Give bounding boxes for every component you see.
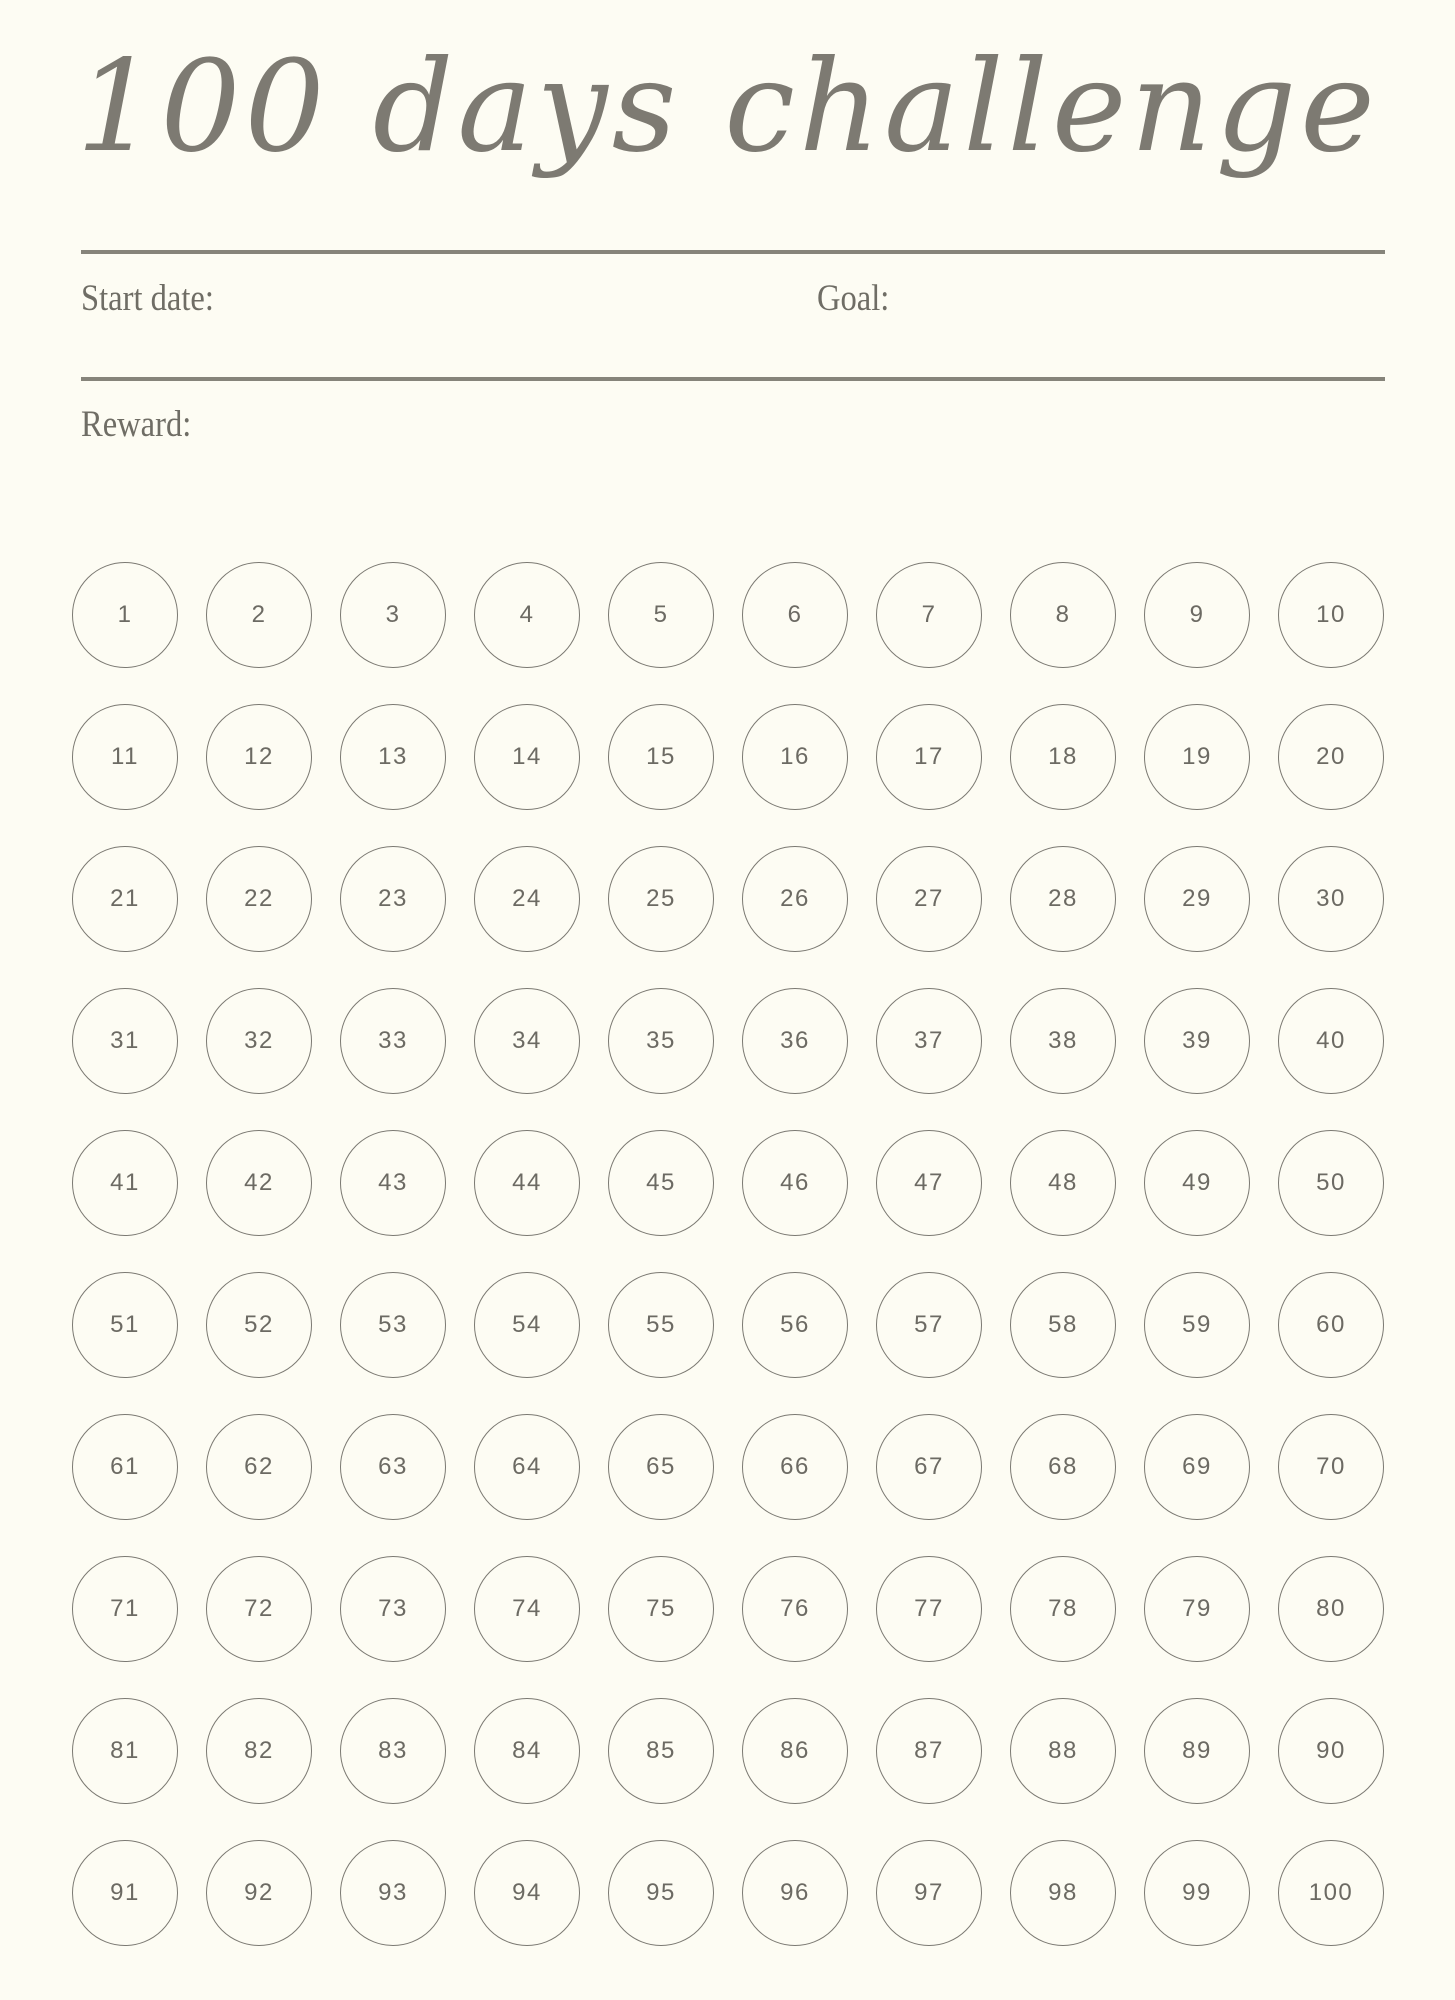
day-circle[interactable]: 3 xyxy=(340,562,446,668)
day-circle[interactable]: 95 xyxy=(608,1840,714,1946)
day-circle[interactable]: 7 xyxy=(876,562,982,668)
day-circle[interactable]: 51 xyxy=(72,1272,178,1378)
day-circle[interactable]: 90 xyxy=(1278,1698,1384,1804)
day-circle[interactable]: 1 xyxy=(72,562,178,668)
day-circle[interactable]: 30 xyxy=(1278,846,1384,952)
day-circle[interactable]: 25 xyxy=(608,846,714,952)
day-circle[interactable]: 71 xyxy=(72,1556,178,1662)
day-circle[interactable]: 85 xyxy=(608,1698,714,1804)
day-circle[interactable]: 2 xyxy=(206,562,312,668)
day-circle[interactable]: 40 xyxy=(1278,988,1384,1094)
day-circle[interactable]: 80 xyxy=(1278,1556,1384,1662)
day-circle[interactable]: 94 xyxy=(474,1840,580,1946)
day-circle[interactable]: 77 xyxy=(876,1556,982,1662)
day-circle[interactable]: 76 xyxy=(742,1556,848,1662)
day-circle[interactable]: 4 xyxy=(474,562,580,668)
day-circle[interactable]: 59 xyxy=(1144,1272,1250,1378)
day-circle[interactable]: 23 xyxy=(340,846,446,952)
page-title: 100 days challenge xyxy=(76,33,1379,180)
day-circle[interactable]: 93 xyxy=(340,1840,446,1946)
day-circle[interactable]: 42 xyxy=(206,1130,312,1236)
day-circle[interactable]: 60 xyxy=(1278,1272,1384,1378)
day-circle[interactable]: 48 xyxy=(1010,1130,1116,1236)
day-circle[interactable]: 58 xyxy=(1010,1272,1116,1378)
reward-label: Reward: xyxy=(81,404,192,445)
day-circle[interactable]: 62 xyxy=(206,1414,312,1520)
day-circle[interactable]: 88 xyxy=(1010,1698,1116,1804)
day-circle[interactable]: 100 xyxy=(1278,1840,1384,1946)
day-circle[interactable]: 81 xyxy=(72,1698,178,1804)
day-circle[interactable]: 21 xyxy=(72,846,178,952)
day-circle[interactable]: 63 xyxy=(340,1414,446,1520)
day-circle[interactable]: 82 xyxy=(206,1698,312,1804)
day-circle[interactable]: 70 xyxy=(1278,1414,1384,1520)
goal-label: Goal: xyxy=(817,278,890,319)
day-circle[interactable]: 37 xyxy=(876,988,982,1094)
day-circle[interactable]: 11 xyxy=(72,704,178,810)
day-circle[interactable]: 69 xyxy=(1144,1414,1250,1520)
day-circle[interactable]: 5 xyxy=(608,562,714,668)
day-circle[interactable]: 54 xyxy=(474,1272,580,1378)
day-circle[interactable]: 32 xyxy=(206,988,312,1094)
start-date-label: Start date: xyxy=(81,278,214,319)
day-circle[interactable]: 22 xyxy=(206,846,312,952)
day-circle[interactable]: 20 xyxy=(1278,704,1384,810)
day-circle[interactable]: 78 xyxy=(1010,1556,1116,1662)
day-circle[interactable]: 33 xyxy=(340,988,446,1094)
day-circle[interactable]: 61 xyxy=(72,1414,178,1520)
day-circle[interactable]: 75 xyxy=(608,1556,714,1662)
day-circle[interactable]: 72 xyxy=(206,1556,312,1662)
day-circle[interactable]: 17 xyxy=(876,704,982,810)
day-circle[interactable]: 13 xyxy=(340,704,446,810)
day-circle[interactable]: 26 xyxy=(742,846,848,952)
day-circle[interactable]: 24 xyxy=(474,846,580,952)
day-circle[interactable]: 45 xyxy=(608,1130,714,1236)
day-circle[interactable]: 91 xyxy=(72,1840,178,1946)
day-circle[interactable]: 41 xyxy=(72,1130,178,1236)
day-circle[interactable]: 38 xyxy=(1010,988,1116,1094)
day-circle[interactable]: 64 xyxy=(474,1414,580,1520)
day-circle[interactable]: 73 xyxy=(340,1556,446,1662)
day-circle[interactable]: 28 xyxy=(1010,846,1116,952)
day-circle[interactable]: 74 xyxy=(474,1556,580,1662)
day-circle[interactable]: 8 xyxy=(1010,562,1116,668)
day-circle[interactable]: 98 xyxy=(1010,1840,1116,1946)
day-circle[interactable]: 14 xyxy=(474,704,580,810)
top-divider xyxy=(81,250,1385,254)
day-circle[interactable]: 6 xyxy=(742,562,848,668)
middle-divider xyxy=(81,377,1385,381)
day-circle[interactable]: 49 xyxy=(1144,1130,1250,1236)
day-circle[interactable]: 53 xyxy=(340,1272,446,1378)
day-circle[interactable]: 19 xyxy=(1144,704,1250,810)
day-circle[interactable]: 31 xyxy=(72,988,178,1094)
day-circle[interactable]: 36 xyxy=(742,988,848,1094)
day-circle[interactable]: 79 xyxy=(1144,1556,1250,1662)
day-circle[interactable]: 50 xyxy=(1278,1130,1384,1236)
day-circle[interactable]: 86 xyxy=(742,1698,848,1804)
day-circle[interactable]: 67 xyxy=(876,1414,982,1520)
day-circle[interactable]: 96 xyxy=(742,1840,848,1946)
day-circle[interactable]: 65 xyxy=(608,1414,714,1520)
day-circle[interactable]: 43 xyxy=(340,1130,446,1236)
day-circle[interactable]: 89 xyxy=(1144,1698,1250,1804)
day-circle[interactable]: 92 xyxy=(206,1840,312,1946)
day-circle[interactable]: 10 xyxy=(1278,562,1384,668)
day-circle[interactable]: 34 xyxy=(474,988,580,1094)
day-circle[interactable]: 44 xyxy=(474,1130,580,1236)
day-circle[interactable]: 56 xyxy=(742,1272,848,1378)
day-circle[interactable]: 83 xyxy=(340,1698,446,1804)
day-circle[interactable]: 52 xyxy=(206,1272,312,1378)
day-circle[interactable]: 16 xyxy=(742,704,848,810)
day-circle[interactable]: 99 xyxy=(1144,1840,1250,1946)
day-circle[interactable]: 87 xyxy=(876,1698,982,1804)
day-circle[interactable]: 57 xyxy=(876,1272,982,1378)
day-circle[interactable]: 47 xyxy=(876,1130,982,1236)
day-circle[interactable]: 46 xyxy=(742,1130,848,1236)
day-circle[interactable]: 35 xyxy=(608,988,714,1094)
day-circle[interactable]: 29 xyxy=(1144,846,1250,952)
day-circle[interactable]: 68 xyxy=(1010,1414,1116,1520)
day-circle[interactable]: 84 xyxy=(474,1698,580,1804)
day-circle[interactable]: 15 xyxy=(608,704,714,810)
day-circle[interactable]: 27 xyxy=(876,846,982,952)
day-circle[interactable]: 55 xyxy=(608,1272,714,1378)
day-circle[interactable]: 39 xyxy=(1144,988,1250,1094)
day-circle[interactable]: 97 xyxy=(876,1840,982,1946)
day-circle[interactable]: 9 xyxy=(1144,562,1250,668)
day-circle[interactable]: 12 xyxy=(206,704,312,810)
day-circle[interactable]: 66 xyxy=(742,1414,848,1520)
day-circle[interactable]: 18 xyxy=(1010,704,1116,810)
day-tracker-grid xyxy=(72,562,1384,1946)
